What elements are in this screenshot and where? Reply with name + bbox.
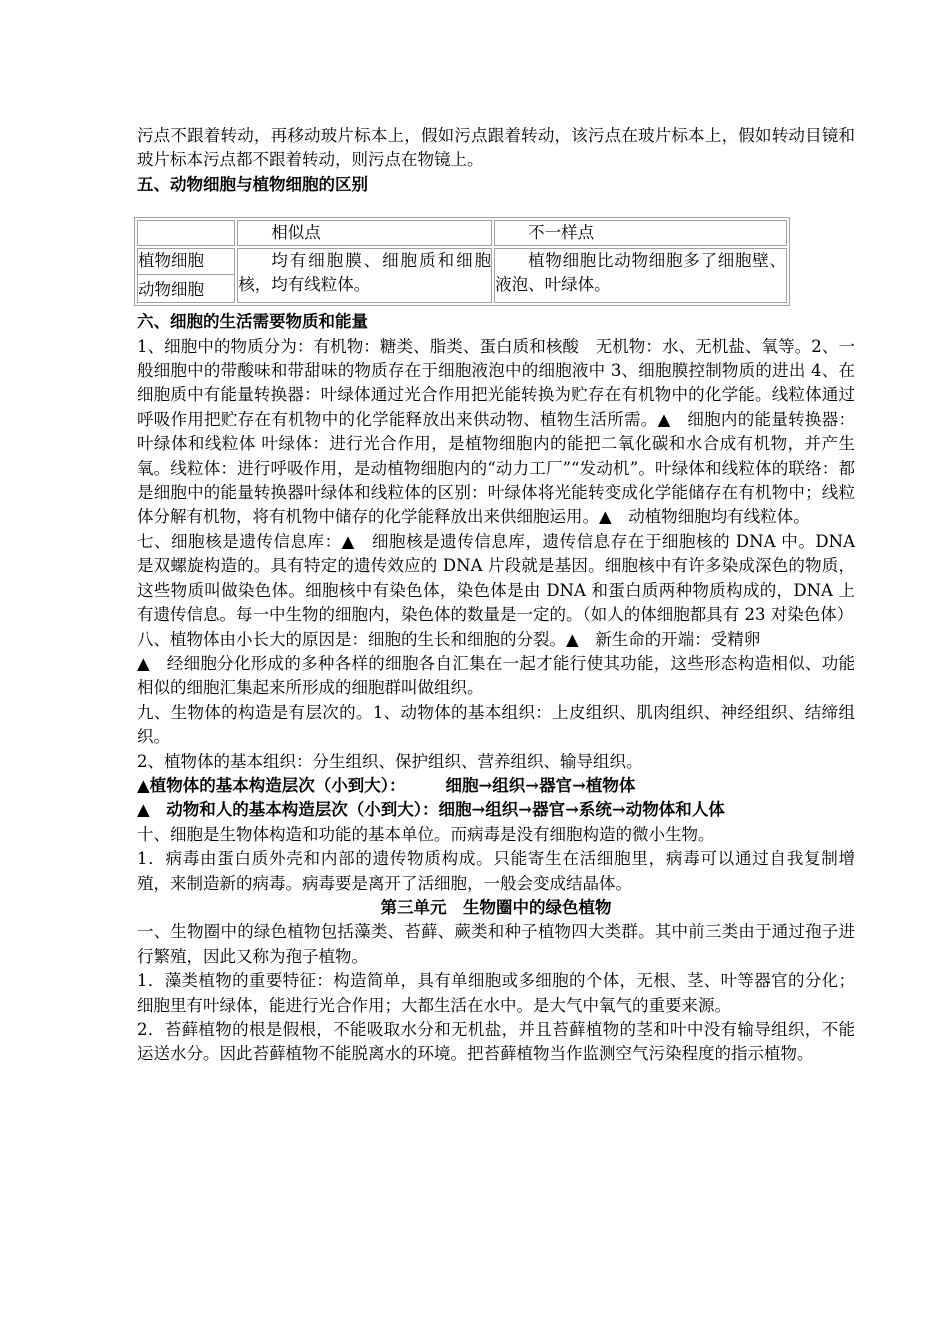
section6-heading: 六、细胞的生活需要物质和能量 (137, 312, 368, 332)
document-page (137, 124, 855, 1067)
section5-heading: 五、动物细胞与植物细胞的区别 (137, 174, 368, 194)
unit3-p3: 2．苔藓植物的根是假根，不能吸取水分和无机盐，并且苔藓植物的茎和叶中没有输导组织，不能运送水分。因此苔藓植物不能脱离水的环境。把苔藓植物当作监测空气污染程度的指示植物。 (137, 1020, 855, 1064)
paragraph-intro: 污点不跟着转动，再移动玻片标本上，假如污点跟着转动，该污点在玻片标本上，假如转动目镜和玻片标本污点都不跟着转动，则污点在物镜上。 (137, 126, 855, 170)
section10-body: 十、细胞是生物体构造和功能的基本单位。而病毒是没有细胞构造的微小生物。 (137, 824, 715, 844)
section6-body: 1、细胞中的物质分为：有机物：糖类、脂类、蛋白质和核酸 无机物：水、无机盐、氧等。2、一般细胞中的带酸味和带甜味的物质存在于细胞液泡中的细胞液中 3、细胞膜控制物质的进出 4、在细胞质中有能量转换器：叶绿体通过光合作用把光能转换为贮存在有机物中的化学能。线粒体通过呼吸作用把贮存在有机物中的化学能释放出来供动物、植物生活所需。▲ 细胞内的能量转换器：叶绿体和线粒体 叶绿体：进行光合作用，是植物细胞内的能把二氧化碳和水合成有机物，并产生氧。线粒体：进行呼吸作用，是动植物细胞内的“动力工厂”“发动机”。叶绿体和线粒体的联络：都是细胞中的能量转换器叶绿体和线粒体的区别：叶绿体将光能转变成化学能储存在有机物中；线粒体分解有机物，将有机物中储存的化学能释放出来供细胞运用。▲ 动植物细胞均有线粒体。 (137, 336, 855, 527)
row-label-plant: 植物细胞 (138, 249, 234, 275)
section9-body: 九、生物体的构造是有层次的。1、动物体的基本组织：上皮组织、肌肉组织、神经组织、结缔组织。 (137, 702, 855, 747)
plant-levels-label: ▲植物体的基本构造层次（小到大）： (137, 775, 406, 795)
table-header-row (137, 220, 787, 246)
table-row (137, 248, 787, 303)
table-header-different: 不一样点 (494, 220, 787, 246)
table-row-labels (137, 248, 235, 303)
section8-body2: ▲ 经细胞分化形成的多种各样的细胞各自汇集在一起才能行使其功能，这些形态构造相似、功能相似的细胞汇集起来所形成的细胞群叫做组织。 (137, 653, 855, 698)
unit3-p1: 一、生物圈中的绿色植物包括藻类、苔藓、蕨类和种子植物四大类群。其中前三类由于通过孢子进行繁殖，因此又称为孢子植物。 (137, 922, 855, 966)
table-header-empty (137, 220, 235, 246)
section9-body2: 2、植物体的基本组织：分生组织、保护组织、营养组织、输导组织。 (137, 751, 643, 771)
spacer (137, 197, 855, 217)
comparison-table (134, 217, 790, 306)
section7-body: 七、细胞核是遗传信息库：▲ 细胞核是遗传信息库，遗传信息存在于细胞核的 DNA 中。DNA 是双螺旋构造的。具有特定的遗传效应的 DNA 片段就是基因。细胞核中有许多染成深色的物质，这些物质叫做染色体。细胞核中有染色体，染色体是由 DNA 和蛋白质两种物质构成的，DNA 上有遗传信息。每一中生物的细胞内，染色体的数量是一定的。（如人的体细胞都具有 23 对染色体） (137, 531, 855, 625)
unit3-p2: 1．藻类植物的重要特征：构造简单，具有单细胞或多细胞的个体，无根、茎、叶等器官的分化；细胞里有叶绿体，能进行光合作用；大都生活在水中。是大气中氧气的重要来源。 (137, 971, 855, 1015)
row-label-animal: 动物细胞 (138, 280, 204, 300)
plant-levels-chain: 细胞→组织→器官→植物体 (445, 775, 636, 795)
animal-levels-line: ▲ 动物和人的基本构造层次（小到大）：细胞→组织→器官→系统→动物体和人体 (137, 800, 725, 820)
section10-body2: 1．病毒由蛋白质外壳和内部的遗传物质构成。只能寄生在活细胞里，病毒可以通过自我复制增殖，来制造新的病毒。病毒要是离开了活细胞，一般会变成结晶体。 (137, 849, 855, 893)
unit3-title: 第三单元 生物圈中的绿色植物 (380, 897, 612, 917)
plant-levels-line (137, 774, 855, 798)
table-cell-similar: 均有细胞膜、细胞质和细胞核，均有线粒体。 (237, 248, 492, 303)
table-cell-different: 植物细胞比动物细胞多了细胞壁、液泡、叶绿体。 (494, 248, 787, 303)
table-header-similar: 相似点 (237, 220, 492, 246)
section8-body: 八、植物体由小长大的原因是：细胞的生长和细胞的分裂。▲ 新生命的开端：受精卵 (137, 629, 761, 649)
